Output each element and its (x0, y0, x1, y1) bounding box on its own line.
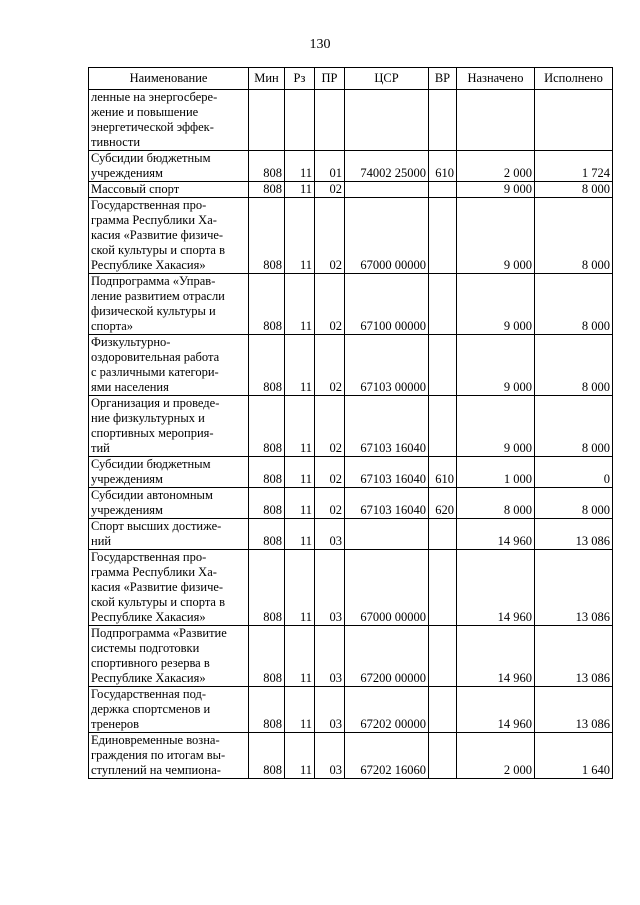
table-row (89, 274, 613, 335)
cell-executed: 13 086 (535, 626, 613, 687)
table-row (89, 457, 613, 488)
cell-csr (345, 182, 429, 198)
cell-name: Подпрограмма «Развитие системы подготовки спортивного резерва в Республике Хакасия» (89, 626, 249, 687)
cell-vr (429, 274, 457, 335)
cell-name: Субсидии автономным учреждениям (89, 488, 249, 519)
cell-vr (429, 198, 457, 274)
cell-csr (345, 519, 429, 550)
cell-rz: 11 (285, 488, 315, 519)
cell-pr: 03 (315, 519, 345, 550)
cell-min: 808 (249, 687, 285, 733)
cell-pr: 01 (315, 151, 345, 182)
cell-name: Государственная про- грамма Республики Ха- касия «Развитие физиче- ской культуры и спорта в Республике Хакасия» (89, 550, 249, 626)
table-row (89, 488, 613, 519)
table-row (89, 519, 613, 550)
header-assigned: Назначено (457, 68, 535, 90)
cell-assigned: 14 960 (457, 519, 535, 550)
cell-pr: 02 (315, 488, 345, 519)
cell-rz: 11 (285, 274, 315, 335)
cell-csr: 67103 16040 (345, 488, 429, 519)
cell-assigned: 14 960 (457, 550, 535, 626)
cell-rz: 11 (285, 182, 315, 198)
header-min: Мин (249, 68, 285, 90)
table-row (89, 733, 613, 779)
cell-min: 808 (249, 626, 285, 687)
header-executed: Исполнено (535, 68, 613, 90)
cell-pr: 03 (315, 733, 345, 779)
cell-vr (429, 626, 457, 687)
table-header-row (89, 68, 613, 90)
cell-csr (345, 90, 429, 151)
cell-name: Государственная под- держка спортсменов и тренеров (89, 687, 249, 733)
cell-min: 808 (249, 396, 285, 457)
cell-executed: 8 000 (535, 274, 613, 335)
cell-rz: 11 (285, 335, 315, 396)
cell-pr: 03 (315, 550, 345, 626)
cell-pr: 02 (315, 274, 345, 335)
cell-min: 808 (249, 519, 285, 550)
cell-csr: 67200 00000 (345, 626, 429, 687)
cell-csr: 67000 00000 (345, 198, 429, 274)
cell-executed: 8 000 (535, 396, 613, 457)
cell-csr: 67100 00000 (345, 274, 429, 335)
cell-csr: 67202 00000 (345, 687, 429, 733)
cell-vr (429, 733, 457, 779)
table-row (89, 335, 613, 396)
cell-executed: 13 086 (535, 687, 613, 733)
cell-min: 808 (249, 457, 285, 488)
cell-rz: 11 (285, 687, 315, 733)
cell-pr: 02 (315, 198, 345, 274)
cell-vr (429, 335, 457, 396)
cell-name: Субсидии бюджетным учреждениям (89, 457, 249, 488)
cell-csr: 67103 16040 (345, 396, 429, 457)
table-row (89, 90, 613, 151)
cell-name: Массовый спорт (89, 182, 249, 198)
cell-assigned (457, 90, 535, 151)
cell-pr: 03 (315, 687, 345, 733)
cell-min: 808 (249, 488, 285, 519)
cell-pr: 03 (315, 626, 345, 687)
cell-vr (429, 550, 457, 626)
page-number: 130 (309, 37, 331, 52)
cell-executed: 0 (535, 457, 613, 488)
cell-name: Спорт высших достиже- ний (89, 519, 249, 550)
cell-assigned: 9 000 (457, 274, 535, 335)
table-row (89, 182, 613, 198)
cell-name: Подпрограмма «Управ- ление развитием отрасли физической культуры и спорта» (89, 274, 249, 335)
header-vr: ВР (429, 68, 457, 90)
cell-rz: 11 (285, 626, 315, 687)
cell-assigned: 9 000 (457, 182, 535, 198)
header-rz: Рз (285, 68, 315, 90)
cell-name: Организация и проведе- ние физкультурных и спортивных мероприя- тий (89, 396, 249, 457)
table-row (89, 396, 613, 457)
cell-executed: 8 000 (535, 198, 613, 274)
cell-assigned: 9 000 (457, 198, 535, 274)
header-csr: ЦСР (345, 68, 429, 90)
cell-min: 808 (249, 274, 285, 335)
cell-pr: 02 (315, 396, 345, 457)
cell-vr (429, 90, 457, 151)
cell-csr: 67103 16040 (345, 457, 429, 488)
cell-min: 808 (249, 733, 285, 779)
cell-name: Государственная про- грамма Республики Ха- касия «Развитие физиче- ской культуры и спорта в Республике Хакасия» (89, 198, 249, 274)
cell-assigned: 1 000 (457, 457, 535, 488)
cell-executed: 8 000 (535, 488, 613, 519)
cell-vr (429, 396, 457, 457)
cell-rz: 11 (285, 733, 315, 779)
cell-assigned: 14 960 (457, 626, 535, 687)
header-pr: ПР (315, 68, 345, 90)
cell-executed: 13 086 (535, 550, 613, 626)
table-row (89, 626, 613, 687)
cell-assigned: 9 000 (457, 335, 535, 396)
cell-rz: 11 (285, 396, 315, 457)
cell-executed: 1 640 (535, 733, 613, 779)
cell-executed: 13 086 (535, 519, 613, 550)
cell-vr (429, 182, 457, 198)
table-row (89, 198, 613, 274)
cell-rz: 11 (285, 457, 315, 488)
cell-min (249, 90, 285, 151)
cell-csr: 67103 00000 (345, 335, 429, 396)
cell-vr (429, 519, 457, 550)
cell-executed (535, 90, 613, 151)
table-row (89, 550, 613, 626)
table-row (89, 151, 613, 182)
cell-csr: 67000 00000 (345, 550, 429, 626)
cell-min: 808 (249, 335, 285, 396)
header-name: Наименование (89, 68, 249, 90)
cell-rz: 11 (285, 550, 315, 626)
cell-executed: 8 000 (535, 182, 613, 198)
cell-assigned: 8 000 (457, 488, 535, 519)
cell-executed: 8 000 (535, 335, 613, 396)
cell-assigned: 2 000 (457, 733, 535, 779)
cell-pr (315, 90, 345, 151)
cell-assigned: 9 000 (457, 396, 535, 457)
cell-vr: 610 (429, 151, 457, 182)
cell-rz: 11 (285, 151, 315, 182)
cell-name: Субсидии бюджетным учреждениям (89, 151, 249, 182)
cell-min: 808 (249, 198, 285, 274)
cell-csr: 67202 16060 (345, 733, 429, 779)
cell-vr: 620 (429, 488, 457, 519)
cell-vr (429, 687, 457, 733)
cell-assigned: 2 000 (457, 151, 535, 182)
cell-rz: 11 (285, 519, 315, 550)
cell-name: Физкультурно- оздоровительная работа с различными категори- ями населения (89, 335, 249, 396)
budget-table (88, 67, 613, 779)
cell-min: 808 (249, 550, 285, 626)
cell-pr: 02 (315, 182, 345, 198)
cell-vr: 610 (429, 457, 457, 488)
cell-min: 808 (249, 151, 285, 182)
cell-executed: 1 724 (535, 151, 613, 182)
cell-rz: 11 (285, 198, 315, 274)
cell-pr: 02 (315, 335, 345, 396)
cell-name: ленные на энергосбере- жение и повышение энергетической эффек- тивности (89, 90, 249, 151)
cell-csr: 74002 25000 (345, 151, 429, 182)
table-row (89, 687, 613, 733)
cell-rz (285, 90, 315, 151)
cell-assigned: 14 960 (457, 687, 535, 733)
cell-name: Единовременные возна- граждения по итогам вы- ступлений на чемпиона- (89, 733, 249, 779)
cell-min: 808 (249, 182, 285, 198)
cell-pr: 02 (315, 457, 345, 488)
